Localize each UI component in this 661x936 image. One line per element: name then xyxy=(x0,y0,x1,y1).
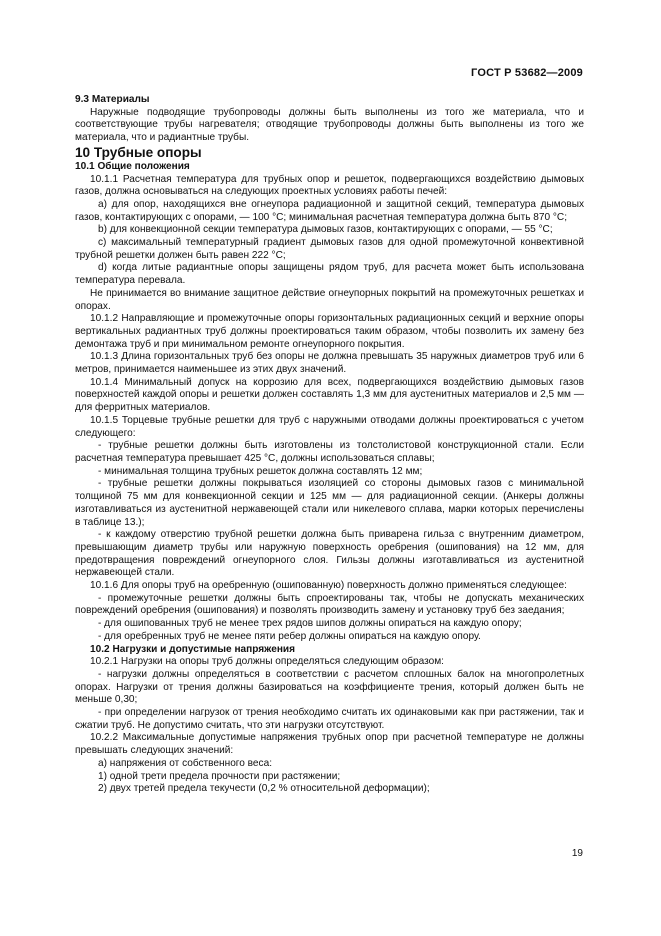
list-item-10-2-2-a2: 2) двух третей предела текучести (0,2 % относительной деформации); xyxy=(98,783,430,795)
note-10-1-1: Не принимается во внимание защитное действие огнеупорных покрытий на промежуточных решетках и опорах. xyxy=(75,287,584,312)
paragraph-10-1-1: 10.1.1 Расчетная температура для трубных опор и решеток, подвергающихся воздействию дымовых газов, должна основываться на следующих проектных условиях работы печей: xyxy=(75,173,584,198)
list-item-10-1-1-b: b) для конвекционной секции температура дымовых газов, контактирующих с опорами, — 55 °C; xyxy=(98,224,553,236)
paragraph-10-1-2: 10.1.2 Направляющие и промежуточные опоры горизонтальных радиационных секций и верхние опоры вертикальных радиантных труб должны проектироваться таким образом, чтобы позволить их замену без демонтажа труб и при минимальном ремонте огнеупорного покрытия. xyxy=(75,313,584,350)
section-10-2-title: 10.2 Нагрузки и допустимые напряжения xyxy=(90,643,296,655)
list-item-10-1-6-1: - промежуточные решетки должны быть спроектированы так, чтобы не допускать механических повреждений оребрения (ошипования) и позволять производить замену и установку труб без заедания; xyxy=(75,592,584,617)
list-item-10-2-1-2: - при определении нагрузок от трения необходимо считать их одинаковыми как при растяжении, так и сжатии труб. Не допустимо считать, что эти нагрузки отсутствуют. xyxy=(75,707,584,731)
page-content xyxy=(75,94,584,796)
list-item-10-1-1-d: d) когда литые радиантные опоры защищены рядом труб, для расчета может быть использована температура перевала. xyxy=(75,262,584,287)
list-item-10-1-5-2: - минимальная толщина трубных решеток должна составлять 12 мм; xyxy=(98,465,423,477)
standard-number: ГОСТ Р 53682—2009 xyxy=(471,67,583,79)
list-item-10-2-2-a: a) напряжения от собственного веса: xyxy=(98,757,273,769)
section-9-3-text: Наружные подводящие трубопроводы должны быть выполнены из того же материала, что и соответствующие трубы нагревателя; отводящие трубопроводы должны быть выполнены из того же материала, что и радиантные трубы. xyxy=(75,106,584,144)
list-item-10-2-1-1: - нагрузки должны определяться в соответствии с расчетом сплошных балок на многопролетных опорах. Нагрузки от трения должны базироваться на коэффициенте трения, который должен быть не меньше 0,30; xyxy=(75,668,584,706)
paragraph-10-1-6: 10.1.6 Для опоры труб на оребренную (ошипованную) поверхность должно применяться следующее: xyxy=(90,580,567,592)
paragraph-10-1-4: 10.1.4 Минимальный допуск на коррозию для всех, подвергающихся воздействию дымовых газов поверхностей каждой опоры и решетки должен составлять 1,3 мм для аустенитных материалов и 2,5 мм — для ферритных материалов. xyxy=(75,376,584,414)
paragraph-10-2-2: 10.2.2 Максимальные допустимые напряжения трубных опор при расчетной температуре не должны превышать следующих значений: xyxy=(75,732,584,757)
list-item-10-1-5-4: - к каждому отверстию трубной решетки должна быть приварена гильза с внутренним диаметром, превышающим диаметр трубы или наружную поверхность оребрения (ошипования) на 12 мм, для предотвращения повреждений огнеупорного слоя. Гильзы должны изготавливаться из аустенитной нержавеющей стали. xyxy=(75,529,584,579)
section-9-3-title: 9.3 Материалы xyxy=(75,94,150,105)
section-10-title: 10 Трубные опоры xyxy=(75,144,202,160)
page-number: 19 xyxy=(571,848,583,859)
paragraph-10-2-1: 10.2.1 Нагрузки на опоры труб должны определяться следующим образом: xyxy=(90,656,444,668)
list-item-10-1-1-a: a) для опор, находящихся вне огнеупора радиационной и защитной секций, температура дымовых газов, контактирующих с опорами, — 100 °C; минимальная расчетная температура должна быть 870 °C; xyxy=(75,198,584,223)
paragraph-10-1-5: 10.1.5 Торцевые трубные решетки для труб с наружными отводами должны проектироваться с учетом следующего: xyxy=(75,414,584,439)
section-10-1-title: 10.1 Общие положения xyxy=(75,160,190,172)
list-item-10-2-2-a1: 1) одной трети предела прочности при растяжении; xyxy=(98,770,341,782)
paragraph-10-1-3: 10.1.3 Длина горизонтальных труб без опоры не должна превышать 35 наружных диаметров труб или 6 метров, принимается наименьшее из этих двух значений. xyxy=(75,351,584,376)
list-item-10-1-1-c: c) максимальный температурный градиент дымовых газов для одной промежуточной конвективной трубной решетки должен быть равен 222 °C; xyxy=(75,237,584,261)
list-item-10-1-6-3: - для оребренных труб не менее пяти ребер должны опираться на каждую опору. xyxy=(98,630,481,642)
list-item-10-1-5-3: - трубные решетки должны покрываться изоляцией со стороны дымовых газов с минимальной толщиной 75 мм для конвекционной секции и 125 мм — для радиационной секции. (Анкеры должны изготавливаться из аустенитной нержавеющей стали или никелевого сплава, марки которых перечислены в таблице 13.); xyxy=(75,478,584,528)
list-item-10-1-6-2: - для ошипованных труб не менее трех рядов шипов должны опираться на каждую опору; xyxy=(98,618,522,630)
list-item-10-1-5-1: - трубные решетки должны быть изготовлены из толстолистовой конструкционной стали. Если расчетная температура превышает 425 °C, должны использоваться сплавы; xyxy=(75,440,584,464)
